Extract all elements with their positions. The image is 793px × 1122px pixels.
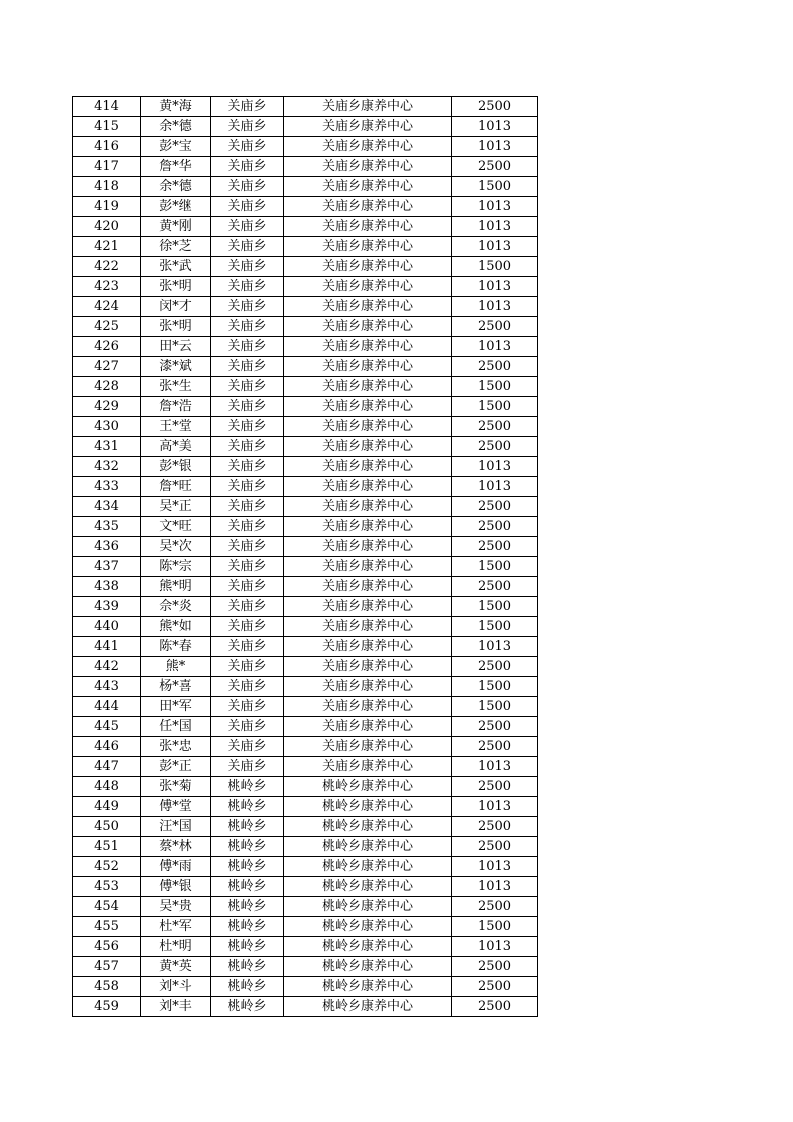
- care-center-cell: 关庙乡康养中心: [284, 737, 452, 757]
- person-name-cell: 杜*明: [141, 937, 211, 957]
- row-number-cell: 424: [73, 297, 141, 317]
- table-row: [73, 877, 538, 897]
- person-name-cell: 彭*正: [141, 757, 211, 777]
- township-cell: 关庙乡: [211, 657, 284, 677]
- township-cell: 桃岭乡: [211, 797, 284, 817]
- township-cell: 关庙乡: [211, 237, 284, 257]
- person-name-cell: 吴*贵: [141, 897, 211, 917]
- table-row: [73, 277, 538, 297]
- row-number-cell: 447: [73, 757, 141, 777]
- amount-cell: 1500: [452, 677, 538, 697]
- township-cell: 关庙乡: [211, 157, 284, 177]
- amount-cell: 2500: [452, 957, 538, 977]
- township-cell: 桃岭乡: [211, 837, 284, 857]
- township-cell: 关庙乡: [211, 617, 284, 637]
- person-name-cell: 黄*海: [141, 97, 211, 117]
- care-center-cell: 桃岭乡康养中心: [284, 837, 452, 857]
- table-row: [73, 737, 538, 757]
- amount-cell: 2500: [452, 437, 538, 457]
- care-center-cell: 桃岭乡康养中心: [284, 857, 452, 877]
- person-name-cell: 杜*军: [141, 917, 211, 937]
- row-number-cell: 429: [73, 397, 141, 417]
- table-row: [73, 337, 538, 357]
- row-number-cell: 440: [73, 617, 141, 637]
- care-center-cell: 关庙乡康养中心: [284, 157, 452, 177]
- person-name-cell: 熊*明: [141, 577, 211, 597]
- row-number-cell: 430: [73, 417, 141, 437]
- care-center-cell: 关庙乡康养中心: [284, 337, 452, 357]
- amount-cell: 1013: [452, 937, 538, 957]
- township-cell: 关庙乡: [211, 317, 284, 337]
- person-name-cell: 徐*芝: [141, 237, 211, 257]
- person-name-cell: 田*云: [141, 337, 211, 357]
- amount-cell: 2500: [452, 817, 538, 837]
- care-center-cell: 关庙乡康养中心: [284, 657, 452, 677]
- row-number-cell: 454: [73, 897, 141, 917]
- amount-cell: 2500: [452, 897, 538, 917]
- amount-cell: 1013: [452, 197, 538, 217]
- row-number-cell: 449: [73, 797, 141, 817]
- township-cell: 关庙乡: [211, 277, 284, 297]
- person-name-cell: 熊*如: [141, 617, 211, 637]
- care-center-cell: 桃岭乡康养中心: [284, 777, 452, 797]
- township-cell: 关庙乡: [211, 517, 284, 537]
- township-cell: 关庙乡: [211, 637, 284, 657]
- amount-cell: 1500: [452, 177, 538, 197]
- row-number-cell: 446: [73, 737, 141, 757]
- person-name-cell: 田*军: [141, 697, 211, 717]
- amount-cell: 1500: [452, 557, 538, 577]
- table-row: [73, 237, 538, 257]
- row-number-cell: 423: [73, 277, 141, 297]
- township-cell: 关庙乡: [211, 377, 284, 397]
- table-row: [73, 977, 538, 997]
- care-center-cell: 关庙乡康养中心: [284, 277, 452, 297]
- care-center-cell: 桃岭乡康养中心: [284, 937, 452, 957]
- amount-cell: 2500: [452, 657, 538, 677]
- amount-cell: 2500: [452, 537, 538, 557]
- care-center-cell: 关庙乡康养中心: [284, 317, 452, 337]
- person-name-cell: 张*明: [141, 277, 211, 297]
- care-center-cell: 关庙乡康养中心: [284, 497, 452, 517]
- table-row: [73, 717, 538, 737]
- care-center-cell: 桃岭乡康养中心: [284, 957, 452, 977]
- care-center-cell: 关庙乡康养中心: [284, 197, 452, 217]
- care-center-cell: 关庙乡康养中心: [284, 637, 452, 657]
- table-row: [73, 377, 538, 397]
- row-number-cell: 426: [73, 337, 141, 357]
- township-cell: 桃岭乡: [211, 857, 284, 877]
- row-number-cell: 443: [73, 677, 141, 697]
- amount-cell: 2500: [452, 737, 538, 757]
- township-cell: 关庙乡: [211, 97, 284, 117]
- care-center-cell: 桃岭乡康养中心: [284, 877, 452, 897]
- table-row: [73, 297, 538, 317]
- care-center-cell: 关庙乡康养中心: [284, 137, 452, 157]
- person-name-cell: 佘*炎: [141, 597, 211, 617]
- table-row: [73, 117, 538, 137]
- row-number-cell: 425: [73, 317, 141, 337]
- table-row: [73, 217, 538, 237]
- person-name-cell: 张*明: [141, 317, 211, 337]
- amount-cell: 2500: [452, 357, 538, 377]
- table-row: [73, 937, 538, 957]
- table-row: [73, 797, 538, 817]
- township-cell: 关庙乡: [211, 497, 284, 517]
- care-center-cell: 关庙乡康养中心: [284, 177, 452, 197]
- table-row: [73, 517, 538, 537]
- amount-cell: 1500: [452, 257, 538, 277]
- care-center-cell: 关庙乡康养中心: [284, 757, 452, 777]
- amount-cell: 2500: [452, 777, 538, 797]
- table-row: [73, 437, 538, 457]
- amount-cell: 1013: [452, 857, 538, 877]
- care-center-cell: 关庙乡康养中心: [284, 237, 452, 257]
- row-number-cell: 457: [73, 957, 141, 977]
- row-number-cell: 437: [73, 557, 141, 577]
- care-center-cell: 关庙乡康养中心: [284, 697, 452, 717]
- table-row: [73, 97, 538, 117]
- township-cell: 关庙乡: [211, 677, 284, 697]
- amount-cell: 1013: [452, 297, 538, 317]
- person-name-cell: 文*旺: [141, 517, 211, 537]
- township-cell: 关庙乡: [211, 557, 284, 577]
- township-cell: 关庙乡: [211, 717, 284, 737]
- row-number-cell: 416: [73, 137, 141, 157]
- row-number-cell: 455: [73, 917, 141, 937]
- township-cell: 桃岭乡: [211, 917, 284, 937]
- township-cell: 关庙乡: [211, 457, 284, 477]
- person-name-cell: 傅*堂: [141, 797, 211, 817]
- row-number-cell: 422: [73, 257, 141, 277]
- person-name-cell: 张*武: [141, 257, 211, 277]
- table-row: [73, 197, 538, 217]
- amount-cell: 1500: [452, 377, 538, 397]
- person-name-cell: 黄*刚: [141, 217, 211, 237]
- amount-cell: 1500: [452, 617, 538, 637]
- township-cell: 关庙乡: [211, 117, 284, 137]
- row-number-cell: 434: [73, 497, 141, 517]
- care-center-cell: 桃岭乡康养中心: [284, 977, 452, 997]
- township-cell: 桃岭乡: [211, 817, 284, 837]
- table-row: [73, 697, 538, 717]
- row-number-cell: 450: [73, 817, 141, 837]
- amount-cell: 1500: [452, 397, 538, 417]
- care-center-cell: 关庙乡康养中心: [284, 617, 452, 637]
- row-number-cell: 445: [73, 717, 141, 737]
- table-row: [73, 557, 538, 577]
- amount-cell: 1013: [452, 637, 538, 657]
- amount-cell: 1013: [452, 237, 538, 257]
- table-row: [73, 177, 538, 197]
- township-cell: 关庙乡: [211, 597, 284, 617]
- township-cell: 关庙乡: [211, 257, 284, 277]
- care-center-cell: 关庙乡康养中心: [284, 357, 452, 377]
- person-name-cell: 蔡*林: [141, 837, 211, 857]
- person-name-cell: 吴*正: [141, 497, 211, 517]
- township-cell: 关庙乡: [211, 177, 284, 197]
- person-name-cell: 陈*宗: [141, 557, 211, 577]
- care-center-cell: 桃岭乡康养中心: [284, 917, 452, 937]
- table-row: [73, 897, 538, 917]
- amount-cell: 1013: [452, 877, 538, 897]
- row-number-cell: 452: [73, 857, 141, 877]
- row-number-cell: 427: [73, 357, 141, 377]
- row-number-cell: 439: [73, 597, 141, 617]
- care-center-cell: 关庙乡康养中心: [284, 257, 452, 277]
- person-name-cell: 张*忠: [141, 737, 211, 757]
- person-name-cell: 詹*浩: [141, 397, 211, 417]
- table-row: [73, 917, 538, 937]
- amount-cell: 2500: [452, 997, 538, 1017]
- township-cell: 桃岭乡: [211, 877, 284, 897]
- township-cell: 关庙乡: [211, 697, 284, 717]
- row-number-cell: 451: [73, 837, 141, 857]
- amount-cell: 2500: [452, 717, 538, 737]
- amount-cell: 1013: [452, 797, 538, 817]
- table-row: [73, 397, 538, 417]
- table-row: [73, 357, 538, 377]
- township-cell: 关庙乡: [211, 337, 284, 357]
- table-row: [73, 997, 538, 1017]
- person-name-cell: 张*生: [141, 377, 211, 397]
- person-name-cell: 熊*: [141, 657, 211, 677]
- row-number-cell: 433: [73, 477, 141, 497]
- township-cell: 关庙乡: [211, 437, 284, 457]
- row-number-cell: 438: [73, 577, 141, 597]
- person-name-cell: 张*菊: [141, 777, 211, 797]
- table-row: [73, 257, 538, 277]
- care-center-cell: 关庙乡康养中心: [284, 117, 452, 137]
- amount-cell: 1500: [452, 917, 538, 937]
- row-number-cell: 442: [73, 657, 141, 677]
- amount-cell: 2500: [452, 517, 538, 537]
- row-number-cell: 431: [73, 437, 141, 457]
- township-cell: 桃岭乡: [211, 777, 284, 797]
- amount-cell: 1013: [452, 137, 538, 157]
- amount-cell: 2500: [452, 977, 538, 997]
- table-row: [73, 537, 538, 557]
- row-number-cell: 432: [73, 457, 141, 477]
- amount-cell: 1013: [452, 217, 538, 237]
- amount-cell: 2500: [452, 157, 538, 177]
- care-center-cell: 关庙乡康养中心: [284, 517, 452, 537]
- table-row: [73, 157, 538, 177]
- person-name-cell: 汪*国: [141, 817, 211, 837]
- township-cell: 关庙乡: [211, 217, 284, 237]
- amount-cell: 1013: [452, 337, 538, 357]
- care-center-cell: 关庙乡康养中心: [284, 217, 452, 237]
- person-name-cell: 漆*斌: [141, 357, 211, 377]
- person-name-cell: 高*美: [141, 437, 211, 457]
- amount-cell: 2500: [452, 417, 538, 437]
- row-number-cell: 417: [73, 157, 141, 177]
- table-row: [73, 957, 538, 977]
- table-row: [73, 677, 538, 697]
- care-center-cell: 关庙乡康养中心: [284, 677, 452, 697]
- care-center-cell: 关庙乡康养中心: [284, 537, 452, 557]
- township-cell: 关庙乡: [211, 417, 284, 437]
- row-number-cell: 459: [73, 997, 141, 1017]
- amount-cell: 1013: [452, 277, 538, 297]
- amount-cell: 1013: [452, 477, 538, 497]
- care-center-cell: 桃岭乡康养中心: [284, 897, 452, 917]
- row-number-cell: 414: [73, 97, 141, 117]
- table-row: [73, 497, 538, 517]
- person-name-cell: 王*堂: [141, 417, 211, 437]
- care-center-cell: 关庙乡康养中心: [284, 557, 452, 577]
- table-row: [73, 777, 538, 797]
- township-cell: 关庙乡: [211, 297, 284, 317]
- township-cell: 关庙乡: [211, 477, 284, 497]
- person-name-cell: 詹*华: [141, 157, 211, 177]
- township-cell: 关庙乡: [211, 397, 284, 417]
- care-center-cell: 关庙乡康养中心: [284, 457, 452, 477]
- person-name-cell: 刘*丰: [141, 997, 211, 1017]
- row-number-cell: 448: [73, 777, 141, 797]
- table-row: [73, 577, 538, 597]
- care-center-cell: 关庙乡康养中心: [284, 577, 452, 597]
- table-row: [73, 317, 538, 337]
- care-center-cell: 桃岭乡康养中心: [284, 997, 452, 1017]
- township-cell: 桃岭乡: [211, 937, 284, 957]
- row-number-cell: 456: [73, 937, 141, 957]
- table-row: [73, 857, 538, 877]
- township-cell: 桃岭乡: [211, 997, 284, 1017]
- row-number-cell: 444: [73, 697, 141, 717]
- person-name-cell: 吴*次: [141, 537, 211, 557]
- care-center-cell: 关庙乡康养中心: [284, 377, 452, 397]
- person-name-cell: 傅*银: [141, 877, 211, 897]
- records-table-body: [73, 97, 538, 1017]
- person-name-cell: 彭*继: [141, 197, 211, 217]
- amount-cell: 2500: [452, 577, 538, 597]
- table-row: [73, 617, 538, 637]
- person-name-cell: 杨*喜: [141, 677, 211, 697]
- table-row: [73, 657, 538, 677]
- table-row: [73, 417, 538, 437]
- table-row: [73, 597, 538, 617]
- records-table: [72, 96, 538, 1017]
- person-name-cell: 陈*春: [141, 637, 211, 657]
- person-name-cell: 余*德: [141, 117, 211, 137]
- row-number-cell: 453: [73, 877, 141, 897]
- row-number-cell: 436: [73, 537, 141, 557]
- township-cell: 关庙乡: [211, 737, 284, 757]
- row-number-cell: 458: [73, 977, 141, 997]
- row-number-cell: 435: [73, 517, 141, 537]
- township-cell: 桃岭乡: [211, 957, 284, 977]
- amount-cell: 2500: [452, 317, 538, 337]
- township-cell: 桃岭乡: [211, 897, 284, 917]
- table-row: [73, 637, 538, 657]
- person-name-cell: 彭*银: [141, 457, 211, 477]
- care-center-cell: 关庙乡康养中心: [284, 397, 452, 417]
- township-cell: 关庙乡: [211, 577, 284, 597]
- amount-cell: 2500: [452, 837, 538, 857]
- person-name-cell: 傅*雨: [141, 857, 211, 877]
- row-number-cell: 421: [73, 237, 141, 257]
- amount-cell: 2500: [452, 497, 538, 517]
- row-number-cell: 418: [73, 177, 141, 197]
- township-cell: 关庙乡: [211, 357, 284, 377]
- table-row: [73, 757, 538, 777]
- row-number-cell: 420: [73, 217, 141, 237]
- amount-cell: 1500: [452, 697, 538, 717]
- table-row: [73, 837, 538, 857]
- person-name-cell: 彭*宝: [141, 137, 211, 157]
- row-number-cell: 441: [73, 637, 141, 657]
- table-row: [73, 817, 538, 837]
- person-name-cell: 刘*斗: [141, 977, 211, 997]
- care-center-cell: 关庙乡康养中心: [284, 297, 452, 317]
- table-row: [73, 137, 538, 157]
- care-center-cell: 关庙乡康养中心: [284, 597, 452, 617]
- row-number-cell: 419: [73, 197, 141, 217]
- person-name-cell: 闵*才: [141, 297, 211, 317]
- row-number-cell: 415: [73, 117, 141, 137]
- person-name-cell: 余*德: [141, 177, 211, 197]
- amount-cell: 2500: [452, 97, 538, 117]
- care-center-cell: 桃岭乡康养中心: [284, 817, 452, 837]
- care-center-cell: 关庙乡康养中心: [284, 417, 452, 437]
- care-center-cell: 关庙乡康养中心: [284, 437, 452, 457]
- row-number-cell: 428: [73, 377, 141, 397]
- care-center-cell: 关庙乡康养中心: [284, 717, 452, 737]
- township-cell: 关庙乡: [211, 197, 284, 217]
- care-center-cell: 关庙乡康养中心: [284, 97, 452, 117]
- person-name-cell: 黄*英: [141, 957, 211, 977]
- township-cell: 关庙乡: [211, 757, 284, 777]
- amount-cell: 1500: [452, 597, 538, 617]
- township-cell: 关庙乡: [211, 137, 284, 157]
- care-center-cell: 关庙乡康养中心: [284, 477, 452, 497]
- table-row: [73, 477, 538, 497]
- township-cell: 桃岭乡: [211, 977, 284, 997]
- amount-cell: 1013: [452, 457, 538, 477]
- amount-cell: 1013: [452, 117, 538, 137]
- amount-cell: 1013: [452, 757, 538, 777]
- person-name-cell: 詹*旺: [141, 477, 211, 497]
- person-name-cell: 任*国: [141, 717, 211, 737]
- care-center-cell: 桃岭乡康养中心: [284, 797, 452, 817]
- township-cell: 关庙乡: [211, 537, 284, 557]
- table-row: [73, 457, 538, 477]
